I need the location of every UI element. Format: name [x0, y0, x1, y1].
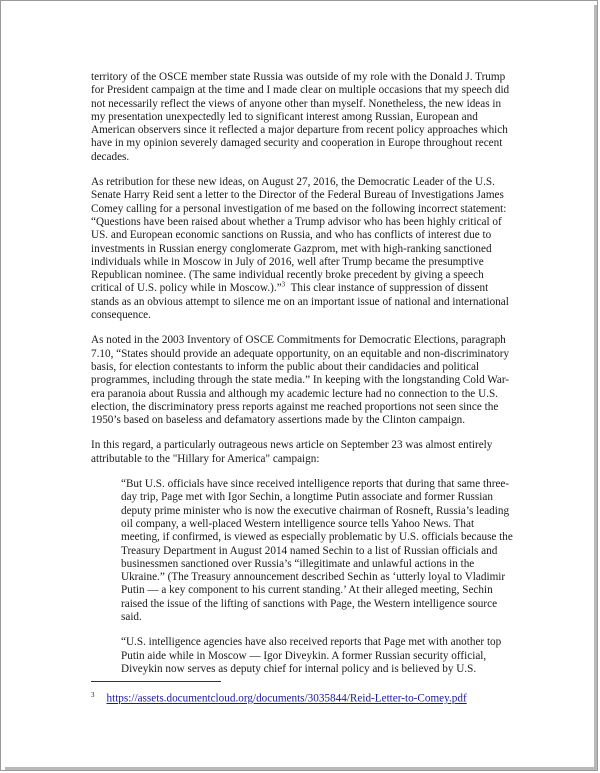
footnote-number: 3	[91, 691, 95, 699]
footnote	[91, 689, 521, 706]
quote-paragraph: “U.S. intelligence agencies have also received reports that Page met with another top Putin aide while in Moscow — Igor Diveykin. A former Russian security official, Diveykin now serves as deputy chief for internal policy and is believed by U.S.	[121, 636, 502, 675]
body-text	[91, 71, 515, 688]
paragraph: In this regard, a particularly outrageous news article on September 23 was almost entirely attributable to the "Hillary for America" campaign:	[91, 439, 493, 465]
footnote-marker[interactable]: 3	[281, 280, 286, 289]
quote-paragraph: “But U.S. officials have since received intelligence reports that during that same three-day trip, Page met with Igor Sechin, a longtime Putin associate and former Russian deputy prime minister who is now the executive chairman of Rosneft, Russia’s leading oil company, a well-placed Western intelligence source tells Yahoo News. That meeting, if confirmed, is viewed as especially problematic by U.S. officials because the Treasury Department in August 2014 named Sechin to a list of Russian officials and businessmen sanctioned over Russia’s “illegitimate and unlawful actions in the Ukraine.” (The Treasury announcement described Sechin as ‘utterly loyal to Vladimir Putin — a key component to his current standing.’ At their alleged meeting, Sechin raised the issue of the lifting of sanctions with Page, the Western intelligence source said.	[121, 478, 513, 623]
footnote-divider	[91, 681, 221, 682]
paragraph-text: This clear instance of suppression of dissent stands as an obvious attempt to silence me on an important issue of national and international consequence.	[91, 282, 509, 322]
block-quote	[121, 478, 515, 676]
paragraph: territory of the OSCE member state Russia was outside of my role with the Donald J. Trump for President campaign at the time and I made clear on multiple occasions that my speech did not necessarily reflect the views of anyone other than myself. Nonetheless, the new ideas in my presentation unexpectedly led to significant interest among Russian, European and American observers since it reflected a major departure from recent policy approaches which have in my opinion severely damaged security and cooperation in Europe throughout recent decades.	[91, 71, 510, 163]
paragraph: As noted in the 2003 Inventory of OSCE Commitments for Democratic Elections, paragraph 7.10, “States should provide an adequate opportunity, on an equitable and non-discriminatory basis, for election contestants to inform the public about their candidacies and political programmes, including through the state media.” In keeping with the longstanding Cold War-era paranoia about Russia and although my academic lecture had no connection to the U.S. election, the discriminatory press reports against me reached proportions not seen since the 1950’s based on baseless and defamatory assertions made by the Clinton campaign.	[91, 334, 510, 427]
page-shadow-right	[594, 5, 597, 770]
paragraph-text: As retribution for these new ideas, on August 27, 2016, the Democratic Leader of the U.S. Senate Harry Reid sent a letter to the Director of the Federal Bureau of Investigations James Comey calling for a personal investigation of me based on the following incorrect statement: “Questions have been raised about whether a Trump advisor who has been highly critical of US. and European economic sanctions on Russia, and who has conflicts of interest due to investments in Russian energy conglomerate Gazprom, met with high-ranking sanctioned individuals while in Moscow in July of 2016, well after Trump became the presumptive Republican nominee. (The same individual recently broke precedent by giving a speech critical of U.S. policy while in Moscow.).”	[91, 176, 507, 295]
footnote-link[interactable]: https://assets.documentcloud.org/documents/3035844/Reid-Letter-to-Comey.pdf	[106, 692, 467, 705]
paragraph	[91, 176, 515, 322]
page-shadow-bottom	[5, 767, 597, 770]
